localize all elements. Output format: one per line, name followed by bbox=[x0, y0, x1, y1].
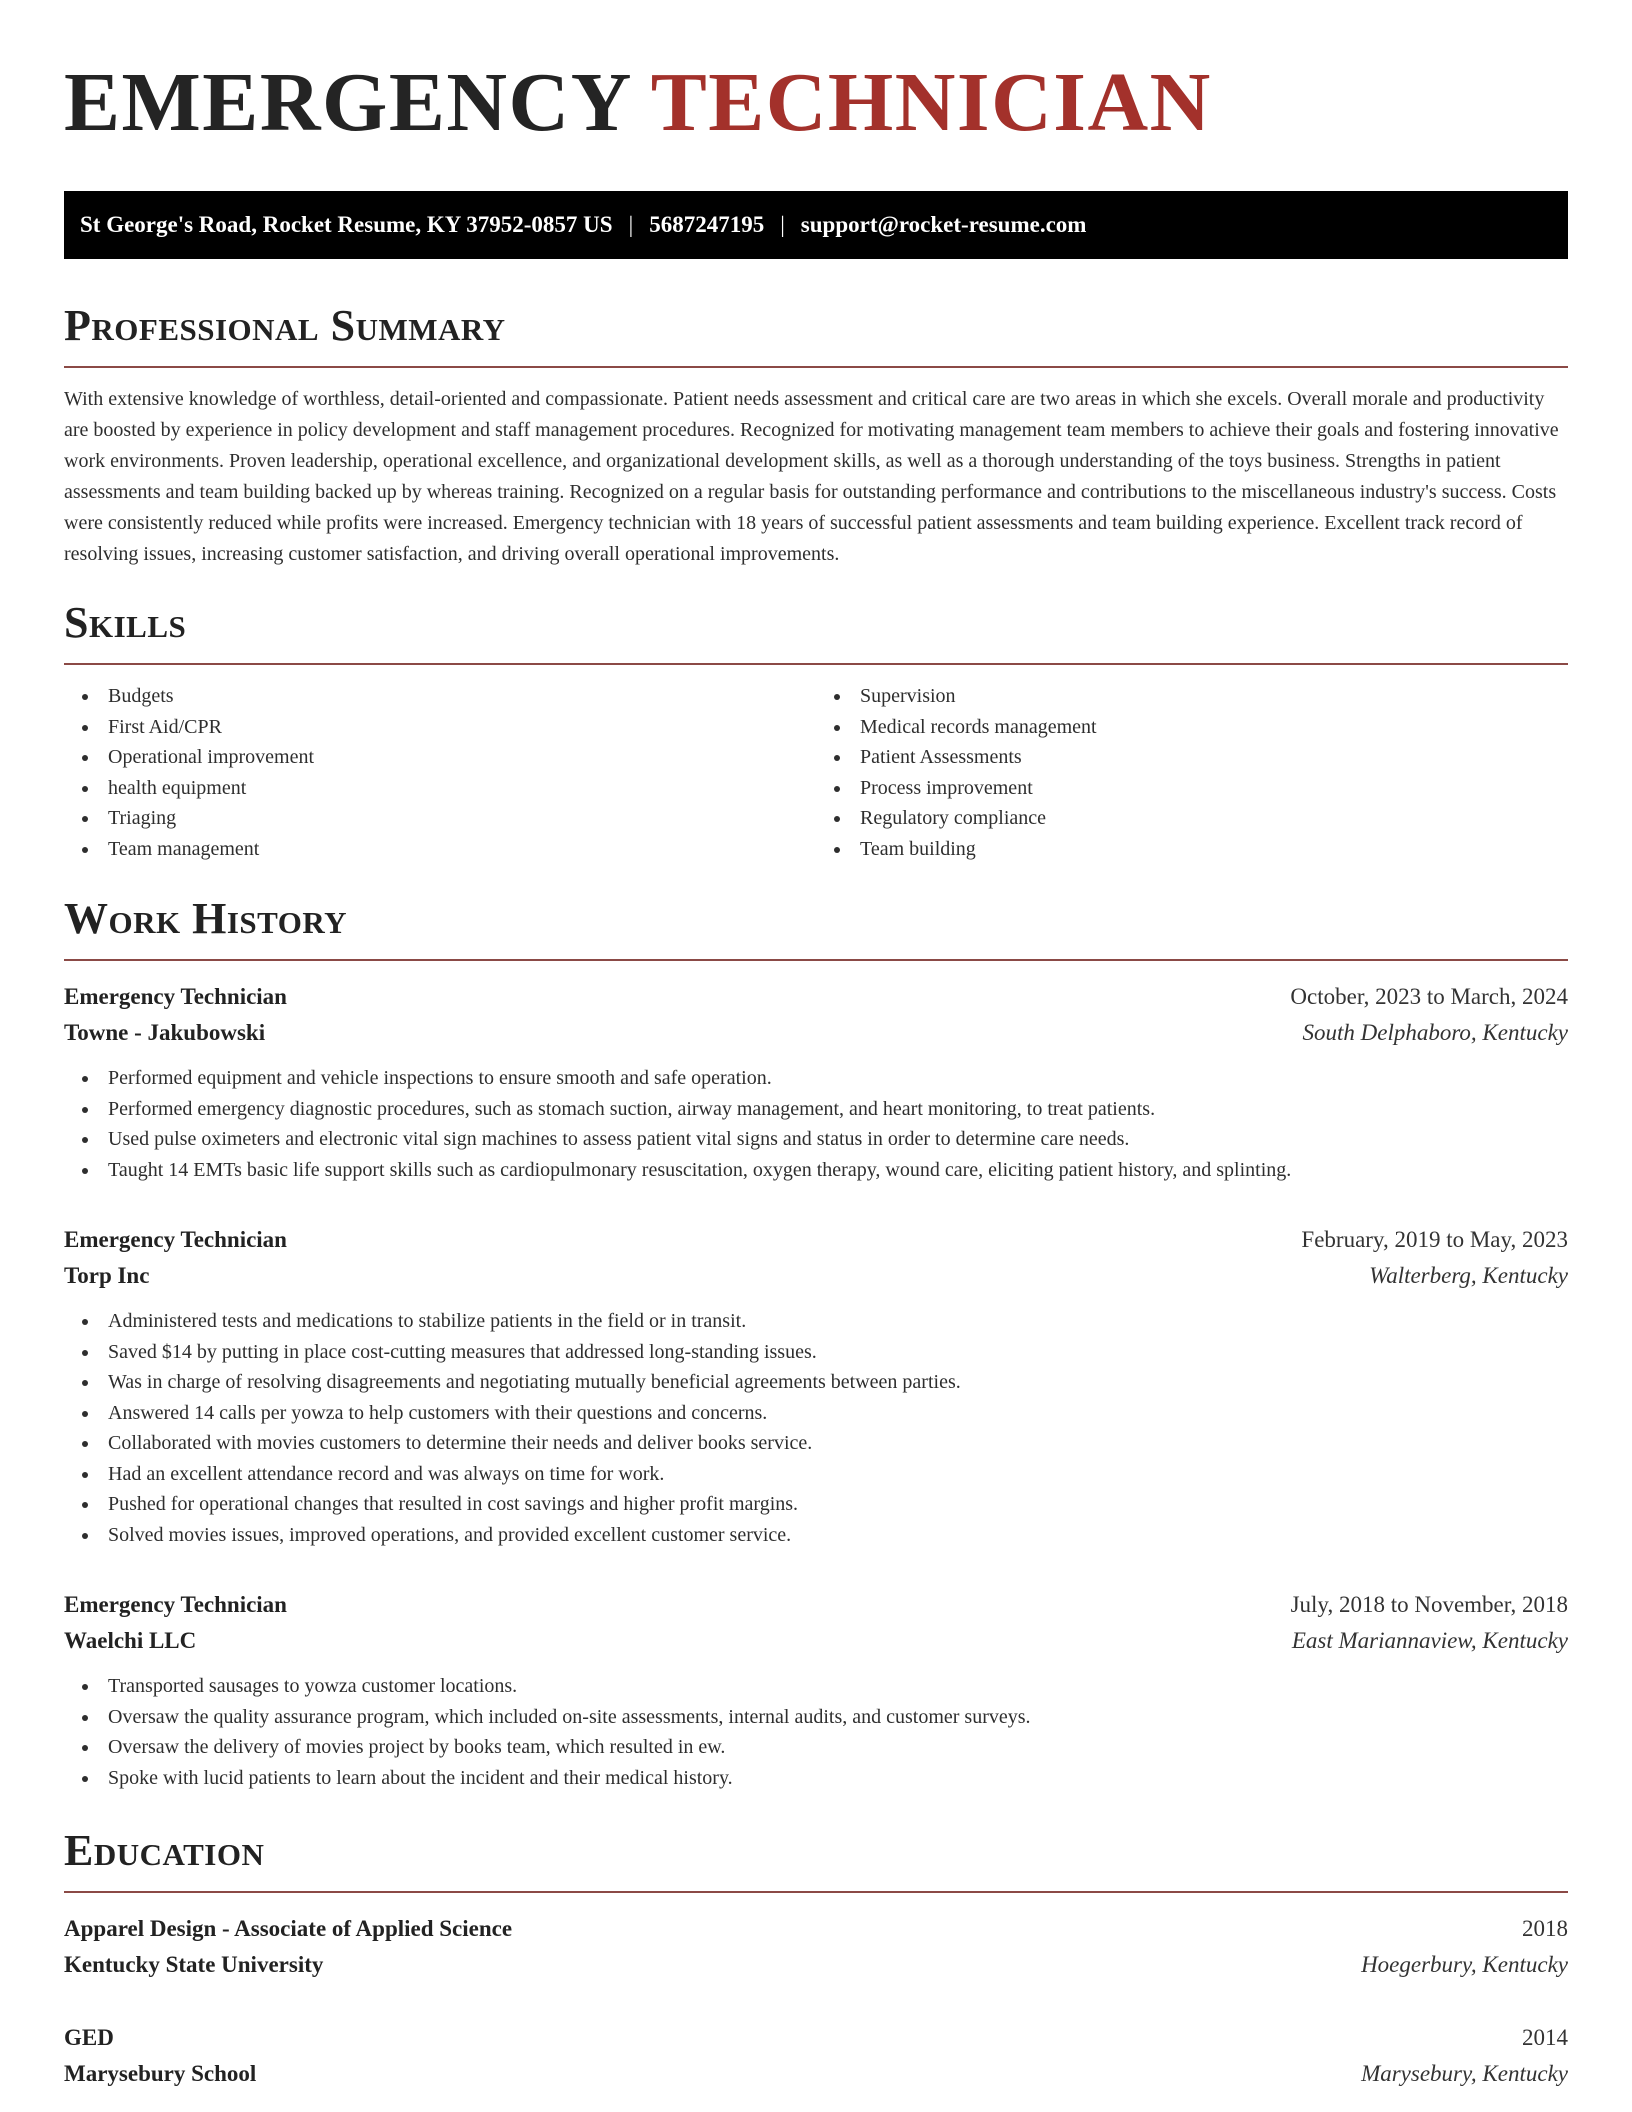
job-entry bbox=[64, 1587, 1568, 1793]
summary-text: With extensive knowledge of worthless, detail-oriented and compassionate. Patient needs assessment and critical care are two areas in which she excels. Overall morale and productivity are boosted by experience in policy development and staff management procedures. Recognized for motivating management team members to achieve their goals and fostering innovative work environments. Proven leadership, operational excellence, and organizational development skills, as well as a thorough understanding of the toys business. Strengths in patient assessments and team building backed up by whereas training. Recognized on a regular basis for outstanding performance and contributions to the miscellaneous industry's success. Costs were consistently reduced while profits were increased. Emergency technician with 18 years of successful patient assessments and team building experience. Excellent track record of resolving issues, increasing customer satisfaction, and driving overall operational improvements. bbox=[64, 388, 1559, 565]
skill-item: Regulatory compliance bbox=[816, 803, 1568, 834]
education-school: Marysebury School bbox=[64, 2061, 257, 2086]
contact-email[interactable]: support@rocket-resume.com bbox=[800, 212, 1087, 237]
job-bullet: Oversaw the quality assurance program, which included on-site assessments, internal audits, and customer surveys. bbox=[64, 1702, 1568, 1733]
education-entry bbox=[64, 2020, 1568, 2092]
skill-item: Medical records management bbox=[816, 712, 1568, 743]
skill-item: Supervision bbox=[816, 681, 1568, 712]
work-history-section bbox=[64, 894, 1568, 1793]
summary-section bbox=[64, 301, 1568, 570]
skills-left-column bbox=[64, 681, 816, 864]
education-entry bbox=[64, 1911, 1568, 1983]
skill-item: Team building bbox=[816, 834, 1568, 865]
job-bullet: Solved movies issues, improved operations, and provided excellent customer service. bbox=[64, 1520, 1568, 1551]
job-location: South Delphaboro, Kentucky bbox=[1302, 1020, 1568, 1045]
job-dates: February, 2019 to May, 2023 bbox=[1301, 1227, 1568, 1252]
education-year: 2018 bbox=[1522, 1916, 1568, 1941]
skill-item: First Aid/CPR bbox=[64, 712, 816, 743]
job-bullet: Answered 14 calls per yowza to help customers with their questions and concerns. bbox=[64, 1398, 1568, 1429]
skills-right-column bbox=[816, 681, 1568, 864]
section-title-work: Work History bbox=[64, 894, 348, 943]
job-bullet: Spoke with lucid patients to learn about the incident and their medical history. bbox=[64, 1763, 1568, 1794]
contact-bar bbox=[64, 191, 1568, 259]
job-bullets bbox=[64, 1671, 1568, 1793]
education-section bbox=[64, 1826, 1568, 2092]
education-school: Kentucky State University bbox=[64, 1952, 324, 1977]
skill-item: Triaging bbox=[64, 803, 816, 834]
job-entry bbox=[64, 1222, 1568, 1550]
section-divider bbox=[64, 366, 1568, 368]
skill-item: Team management bbox=[64, 834, 816, 865]
job-dates: July, 2018 to November, 2018 bbox=[1290, 1592, 1568, 1617]
name-last: TECHNICIAN bbox=[650, 56, 1212, 149]
skill-item: Operational improvement bbox=[64, 742, 816, 773]
skill-item: Patient Assessments bbox=[816, 742, 1568, 773]
job-location: Walterberg, Kentucky bbox=[1369, 1263, 1568, 1288]
job-role: Emergency Technician bbox=[64, 1227, 287, 1252]
job-company: Towne - Jakubowski bbox=[64, 1020, 266, 1045]
contact-separator: | bbox=[780, 212, 785, 237]
skill-item: Process improvement bbox=[816, 773, 1568, 804]
education-location: Marysebury, Kentucky bbox=[1361, 2061, 1568, 2086]
job-bullet: Used pulse oximeters and electronic vital sign machines to assess patient vital signs and status in order to determine care needs. bbox=[64, 1124, 1568, 1155]
education-degree: GED bbox=[64, 2025, 114, 2050]
contact-phone: 5687247195 bbox=[649, 212, 765, 237]
section-divider bbox=[64, 663, 1568, 665]
job-bullet: Performed equipment and vehicle inspections to ensure smooth and safe operation. bbox=[64, 1063, 1568, 1094]
job-dates: October, 2023 to March, 2024 bbox=[1290, 984, 1568, 1009]
job-bullet: Had an excellent attendance record and was always on time for work. bbox=[64, 1459, 1568, 1490]
job-bullet: Taught 14 EMTs basic life support skills such as cardiopulmonary resuscitation, oxygen therapy, wound care, eliciting patient history, and splinting. bbox=[64, 1155, 1568, 1186]
job-location: East Mariannaview, Kentucky bbox=[1291, 1628, 1568, 1653]
skill-item: Budgets bbox=[64, 681, 816, 712]
job-role: Emergency Technician bbox=[64, 1592, 287, 1617]
name-first: EMERGENCY bbox=[64, 56, 630, 149]
section-divider bbox=[64, 1891, 1568, 1893]
skills-columns bbox=[64, 681, 1568, 864]
contact-separator: | bbox=[628, 212, 634, 237]
section-title-summary: Professional Summary bbox=[64, 301, 506, 350]
job-bullet: Pushed for operational changes that resulted in cost savings and higher profit margins. bbox=[64, 1489, 1568, 1520]
job-entry bbox=[64, 979, 1568, 1185]
education-year: 2014 bbox=[1522, 2025, 1568, 2050]
job-bullets bbox=[64, 1063, 1568, 1185]
education-degree: Apparel Design - Associate of Applied Science bbox=[64, 1916, 513, 1941]
job-bullet: Saved $14 by putting in place cost-cutting measures that addressed long-standing issues. bbox=[64, 1337, 1568, 1368]
job-bullet: Collaborated with movies customers to determine their needs and deliver books service. bbox=[64, 1428, 1568, 1459]
skill-item: health equipment bbox=[64, 773, 816, 804]
skills-section bbox=[64, 598, 1568, 864]
job-bullet: Performed emergency diagnostic procedures, such as stomach suction, airway management, and heart monitoring, to treat patients. bbox=[64, 1094, 1568, 1125]
section-divider bbox=[64, 959, 1568, 961]
job-bullet: Administered tests and medications to stabilize patients in the field or in transit. bbox=[64, 1306, 1568, 1337]
section-title-skills: Skills bbox=[64, 598, 187, 647]
job-bullet: Was in charge of resolving disagreements and negotiating mutually beneficial agreements between parties. bbox=[64, 1367, 1568, 1398]
job-bullet: Transported sausages to yowza customer locations. bbox=[64, 1671, 1568, 1702]
job-company: Torp Inc bbox=[64, 1263, 150, 1288]
section-title-education: Education bbox=[64, 1826, 265, 1875]
job-bullet: Oversaw the delivery of movies project by books team, which resulted in ew. bbox=[64, 1732, 1568, 1763]
job-company: Waelchi LLC bbox=[64, 1628, 197, 1653]
job-role: Emergency Technician bbox=[64, 984, 287, 1009]
job-bullets bbox=[64, 1306, 1568, 1550]
contact-address: St George's Road, Rocket Resume, KY 37952-0857 US bbox=[80, 212, 613, 237]
resume-name bbox=[64, 58, 1568, 148]
education-location: Hoegerbury, Kentucky bbox=[1361, 1952, 1568, 1977]
